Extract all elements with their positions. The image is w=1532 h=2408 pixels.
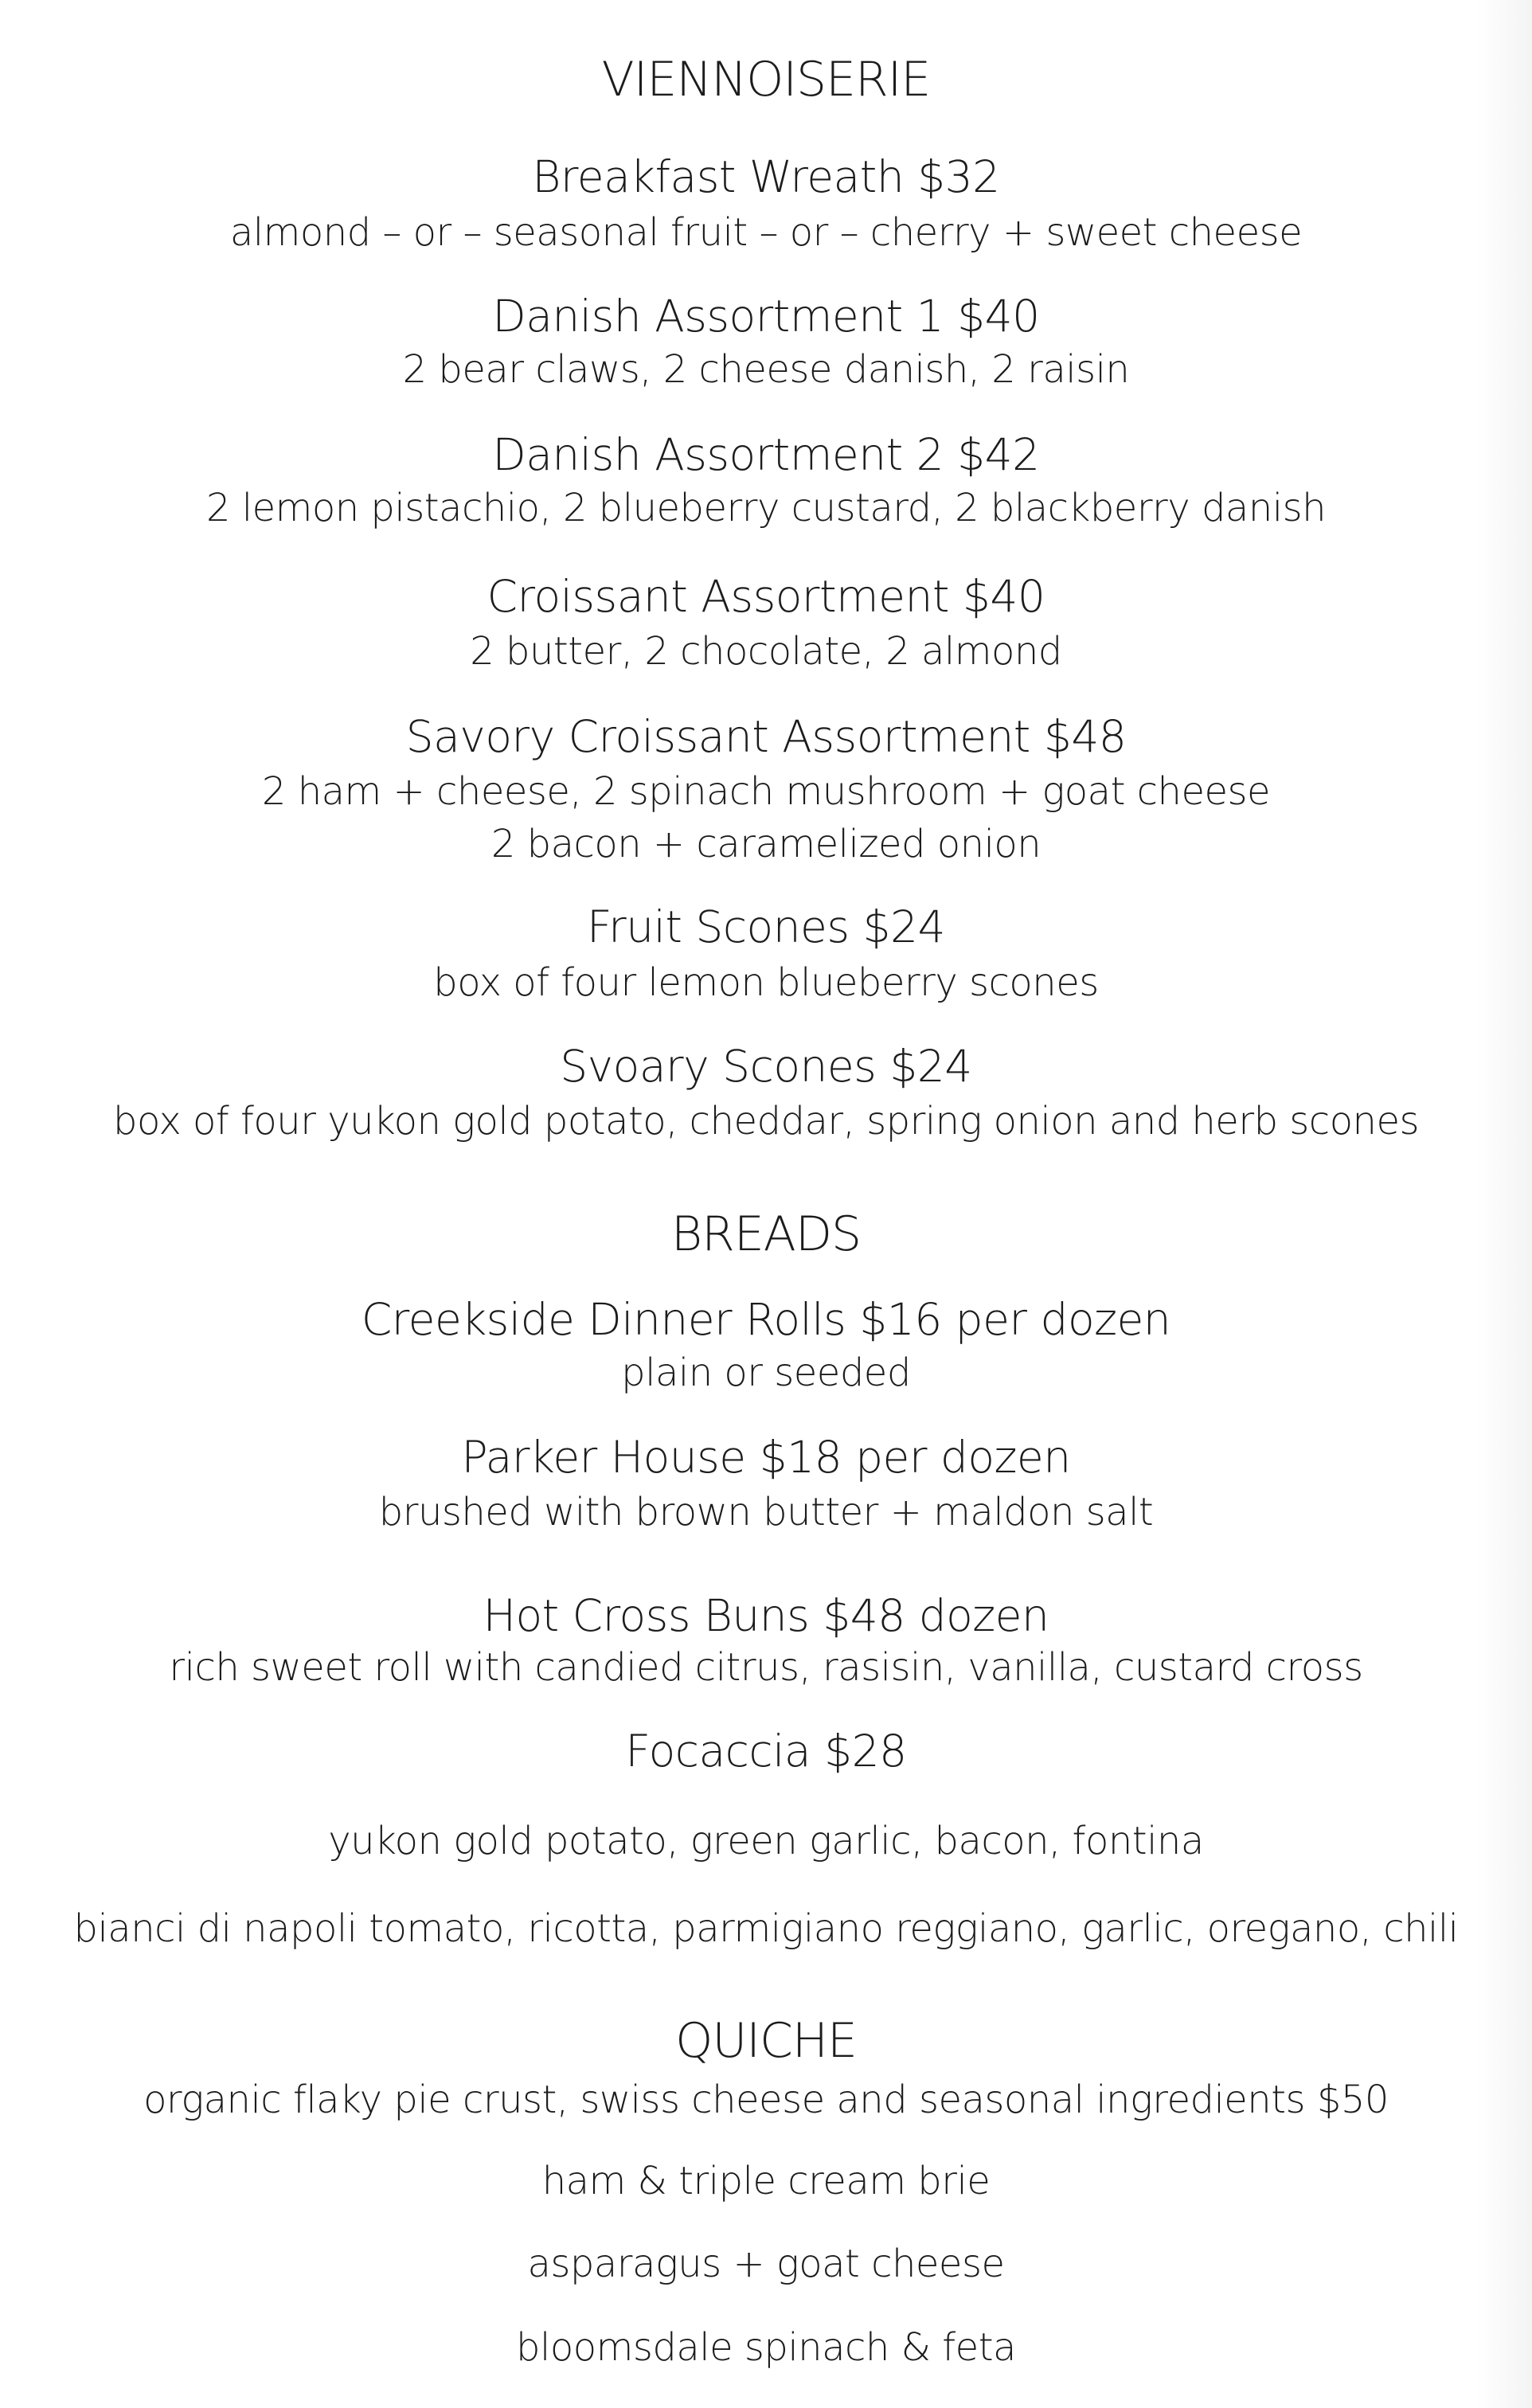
menu-item-name: Savory Croissant Assortment $48	[405, 711, 1127, 762]
menu-item-description: almond – or – seasonal fruit – or – cherry + sweet cheese	[229, 210, 1303, 255]
menu-item-description: box of four lemon blueberry scones	[433, 960, 1099, 1005]
menu-item-name: Breakfast Wreath $32	[532, 151, 1000, 202]
quiche-description: organic flaky pie crust, swiss cheese and seasonal ingredients $50	[143, 2078, 1389, 2122]
section-title-viennoiserie: VIENNOISERIE	[601, 52, 931, 108]
menu-item-description: 2 bacon + caramelized onion	[490, 822, 1042, 866]
menu-item-name: Croissant Assortment $40	[487, 571, 1045, 622]
menu-item-description: yukon gold potato, green garlic, bacon, fontina	[328, 1819, 1204, 1863]
menu-item-name: Danish Assortment 1 $40	[492, 291, 1040, 342]
menu-item-name: Svoary Scones $24	[560, 1041, 972, 1092]
section-title-breads: BREADS	[670, 1206, 862, 1262]
menu-item-description: rich sweet roll with candied citrus, rasisin, vanilla, custard cross	[169, 1645, 1363, 1690]
quiche-option: ham & triple cream brie	[541, 2159, 991, 2203]
quiche-option: bloomsdale spinach & feta	[516, 2325, 1016, 2370]
menu-item-name: Creekside Dinner Rolls $16 per dozen	[361, 1294, 1171, 1345]
quiche-option: asparagus + goat cheese	[527, 2242, 1005, 2286]
menu-item-description: plain or seeded	[621, 1351, 911, 1395]
menu-item-description: box of four yukon gold potato, cheddar, spring onion and herb scones	[112, 1099, 1420, 1143]
menu-item-description: brushed with brown butter + maldon salt	[378, 1490, 1154, 1534]
menu-item-name: Parker House $18 per dozen	[461, 1432, 1071, 1483]
section-title-quiche: QUICHE	[675, 2013, 857, 2069]
menu-item-name: Focaccia $28	[625, 1726, 907, 1777]
menu-item-name: Fruit Scones $24	[586, 901, 946, 952]
menu-item-description: 2 butter, 2 chocolate, 2 almond	[470, 629, 1062, 674]
page-edge-shadow	[1476, 0, 1532, 2408]
menu-item-description: 2 lemon pistachio, 2 blueberry custard, 2 blackberry danish	[205, 486, 1327, 530]
menu-item-description: 2 ham + cheese, 2 spinach mushroom + goat cheese	[261, 769, 1271, 814]
menu-item-name: Danish Assortment 2 $42	[492, 429, 1040, 480]
menu-item-name: Hot Cross Buns $48 dozen	[483, 1590, 1049, 1641]
menu-item-description: 2 bear claws, 2 cheese danish, 2 raisin	[402, 347, 1130, 392]
menu-item-description: bianci di napoli tomato, ricotta, parmigiano reggiano, garlic, oregano, chili	[73, 1906, 1459, 1951]
